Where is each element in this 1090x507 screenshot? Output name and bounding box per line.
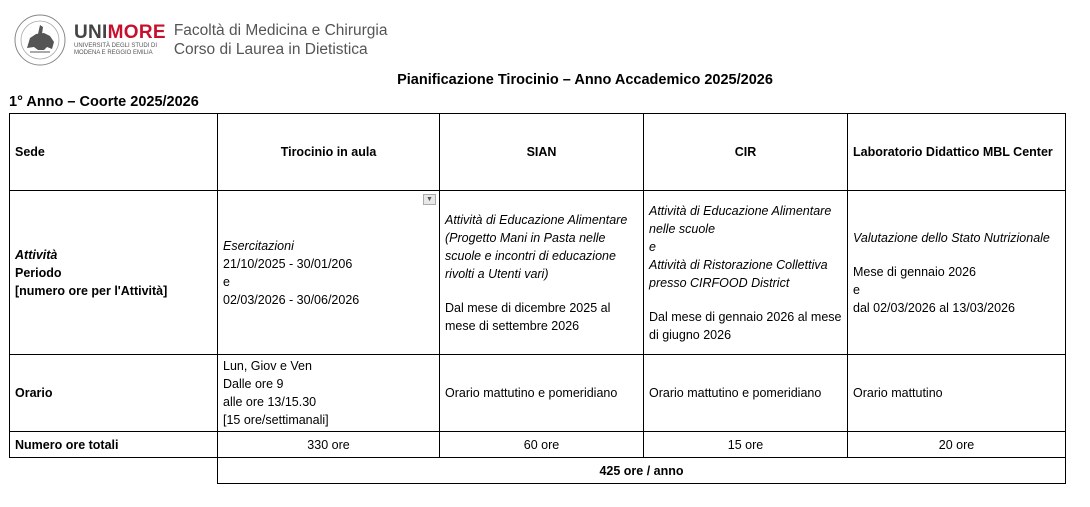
document-title: Pianificazione Tirocinio – Anno Accademico 2025/2026 xyxy=(397,72,773,88)
table-row-orario xyxy=(10,355,1066,432)
brand-uni: UNI xyxy=(74,22,108,43)
dropdown-arrow-icon[interactable]: ▼ xyxy=(423,194,436,205)
attivita-label: Attività xyxy=(15,247,58,262)
col-header-aula: Tirocinio in aula xyxy=(218,114,440,191)
table-row-sum xyxy=(10,458,1066,484)
lab-period-2: dal 02/03/2026 al 13/03/2026 xyxy=(853,300,1015,315)
lab-conj: e xyxy=(853,282,860,297)
orario-aula-4: [15 ore/settimanali] xyxy=(223,413,329,427)
document-subtitle: 1° Anno – Coorte 2025/2026 xyxy=(9,94,199,110)
course-name: Corso di Laurea in Dietistica xyxy=(173,41,368,58)
col-header-cir: CIR xyxy=(644,114,848,191)
aula-activity: Esercitazioni xyxy=(223,238,294,253)
cir-activity-1: Attività di Educazione Alimentare nelle scuole xyxy=(649,203,832,236)
cell-attivita-lab xyxy=(848,191,1066,355)
brand-sub-2: MODENA E REGGIO EMILIA xyxy=(74,50,153,56)
page-header xyxy=(14,12,387,68)
plan-table xyxy=(9,113,1066,484)
cir-period: Dal mese di gennaio 2026 al mese di giugno 2026 xyxy=(649,309,842,342)
orario-aula-2: Dalle ore 9 xyxy=(223,377,284,391)
table-header-row xyxy=(10,114,1066,191)
cell-orario-lab: Orario mattutino xyxy=(848,355,1066,432)
col-header-sede: Sede xyxy=(10,114,218,191)
brand-block xyxy=(74,23,166,57)
orario-aula-1: Lun, Giov e Ven xyxy=(223,359,312,373)
cell-attivita-aula xyxy=(218,191,440,355)
faculty-name: Facoltà di Medicina e Chirurgia xyxy=(173,22,388,39)
brand-more: MORE xyxy=(107,22,166,43)
orario-aula-3: alle ore 13/15.30 xyxy=(223,395,317,409)
cell-orario-aula xyxy=(218,355,440,432)
cell-orario-cir: Orario mattutino e pomeridiano xyxy=(644,355,848,432)
table-row-totali xyxy=(10,432,1066,458)
aula-period-2: 02/03/2026 - 30/06/2026 xyxy=(223,292,360,307)
cell-attivita-label xyxy=(10,191,218,355)
aula-conj: e xyxy=(223,274,230,289)
cell-orario-sian: Orario mattutino e pomeridiano xyxy=(440,355,644,432)
brand-name xyxy=(74,23,166,43)
cell-orario-label: Orario xyxy=(10,355,218,432)
sian-period: Dal mese di dicembre 2025 al mese di settembre 2026 xyxy=(445,300,611,333)
cell-sum-total: 425 ore / anno xyxy=(218,458,1066,484)
cell-attivita-sian xyxy=(440,191,644,355)
col-header-lab: Laboratorio Didattico MBL Center xyxy=(848,114,1066,191)
cell-totali-label: Numero ore totali xyxy=(10,432,218,458)
cir-conj: e xyxy=(649,239,656,254)
brand-sub-1: UNIVERSITÀ DEGLI STUDI DI xyxy=(74,43,158,49)
ore-label: [numero ore per l'Attività] xyxy=(15,283,168,298)
faculty-block xyxy=(174,21,388,59)
cell-totali-lab: 20 ore xyxy=(848,432,1066,458)
col-header-sian: SIAN xyxy=(440,114,644,191)
cir-activity-2: Attività di Ristorazione Collettiva presso CIRFOOD District xyxy=(649,257,828,290)
cell-totali-cir: 15 ore xyxy=(644,432,848,458)
lab-activity: Valutazione dello Stato Nutrizionale xyxy=(853,230,1050,245)
lab-period-1: Mese di gennaio 2026 xyxy=(853,264,977,279)
periodo-label: Periodo xyxy=(15,265,62,280)
aula-period-1: 21/10/2025 - 30/01/206 xyxy=(223,256,353,271)
sian-activity: Attività di Educazione Alimentare (Progetto Mani in Pasta nelle scuole e incontri di educazione rivolti a Utenti vari) xyxy=(445,212,628,281)
cell-totali-aula: 330 ore xyxy=(218,432,440,458)
cell-sum-empty xyxy=(10,458,218,484)
cell-totali-sian: 60 ore xyxy=(440,432,644,458)
cell-attivita-cir xyxy=(644,191,848,355)
university-seal-icon xyxy=(14,14,66,66)
table-row-attivita xyxy=(10,191,1066,355)
